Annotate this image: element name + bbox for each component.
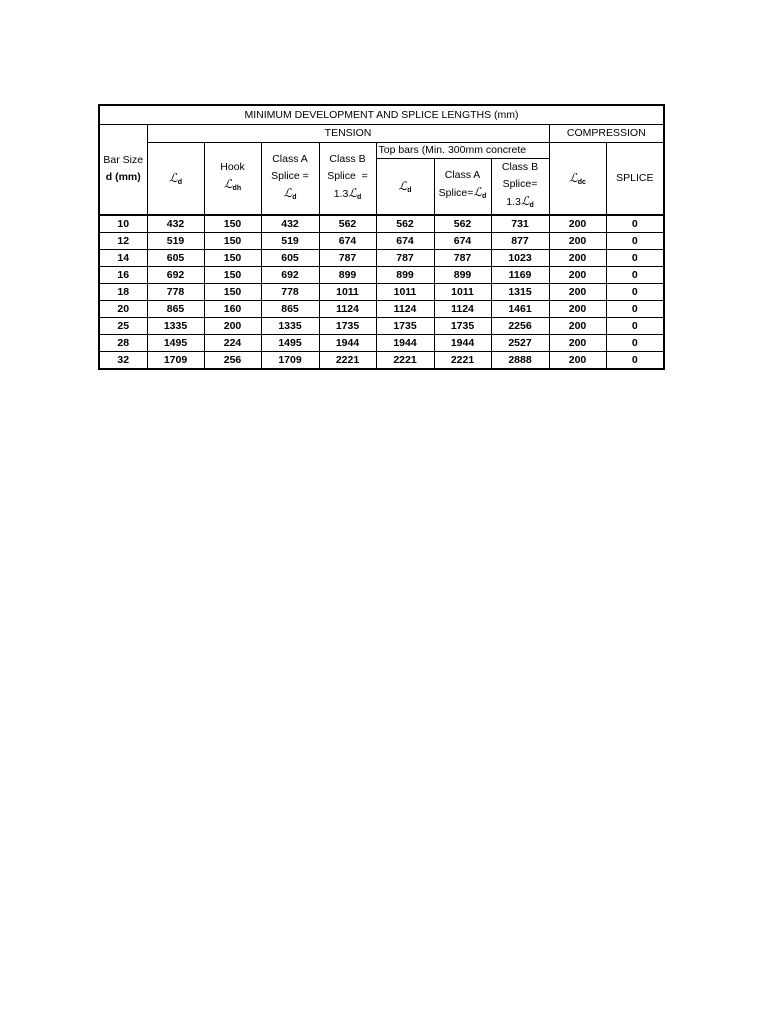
value-cell: 1011: [319, 283, 376, 300]
value-cell: 200: [549, 300, 606, 317]
value-cell: 1461: [491, 300, 549, 317]
value-cell: 0: [606, 283, 664, 300]
value-cell: 1495: [261, 334, 319, 351]
value-cell: 605: [147, 249, 204, 266]
table-row: [99, 283, 664, 300]
value-cell: 1023: [491, 249, 549, 266]
value-cell: 0: [606, 334, 664, 351]
value-cell: 692: [261, 266, 319, 283]
value-cell: 0: [606, 300, 664, 317]
value-cell: 1124: [319, 300, 376, 317]
class-b-splice-header: Class B Splice = 1.3ℒ$_d$: [319, 142, 376, 215]
value-cell: 731: [491, 215, 549, 233]
value-cell: 200: [549, 351, 606, 369]
value-cell: 0: [606, 317, 664, 334]
table-row: [99, 334, 664, 351]
value-cell: 865: [261, 300, 319, 317]
value-cell: 200: [549, 266, 606, 283]
table-body: [99, 215, 664, 369]
splice-header: SPLICE: [606, 142, 664, 215]
table-row: [99, 317, 664, 334]
value-cell: 674: [319, 232, 376, 249]
value-cell: 562: [319, 215, 376, 233]
value-cell: 0: [606, 215, 664, 233]
bar-size-header: Bar Size d (mm): [99, 124, 147, 215]
value-cell: 224: [204, 334, 261, 351]
value-cell: 674: [434, 232, 491, 249]
value-cell: 562: [376, 215, 434, 233]
ld-header: ℒ$_d$: [147, 142, 204, 215]
bar-size-cell: 12: [99, 232, 147, 249]
value-cell: 1944: [434, 334, 491, 351]
bar-size-cell: 14: [99, 249, 147, 266]
value-cell: 1124: [376, 300, 434, 317]
bar-size-cell: 20: [99, 300, 147, 317]
value-cell: 1735: [376, 317, 434, 334]
value-cell: 692: [147, 266, 204, 283]
value-cell: 200: [549, 334, 606, 351]
value-cell: 1709: [261, 351, 319, 369]
value-cell: 899: [434, 266, 491, 283]
value-cell: 2527: [491, 334, 549, 351]
value-cell: 519: [261, 232, 319, 249]
value-cell: 899: [376, 266, 434, 283]
value-cell: 787: [376, 249, 434, 266]
table-row: [99, 266, 664, 283]
value-cell: 1709: [147, 351, 204, 369]
value-cell: 2221: [376, 351, 434, 369]
table-row: [99, 351, 664, 369]
value-cell: 0: [606, 249, 664, 266]
value-cell: 1124: [434, 300, 491, 317]
value-cell: 605: [261, 249, 319, 266]
value-cell: 150: [204, 232, 261, 249]
value-cell: 200: [549, 249, 606, 266]
table-row: [99, 249, 664, 266]
tension-header: TENSION: [147, 124, 549, 142]
value-cell: 200: [204, 317, 261, 334]
bar-size-cell: 10: [99, 215, 147, 233]
ld-symbol: ℒ: [169, 170, 178, 185]
value-cell: 1169: [491, 266, 549, 283]
value-cell: 1495: [147, 334, 204, 351]
value-cell: 2221: [319, 351, 376, 369]
value-cell: 432: [147, 215, 204, 233]
bar-size-cell: 18: [99, 283, 147, 300]
top-ld-header: ℒ$_d$: [376, 158, 434, 215]
value-cell: 1011: [376, 283, 434, 300]
value-cell: 0: [606, 266, 664, 283]
value-cell: 150: [204, 249, 261, 266]
value-cell: 2256: [491, 317, 549, 334]
value-cell: 150: [204, 266, 261, 283]
value-cell: 787: [434, 249, 491, 266]
value-cell: 160: [204, 300, 261, 317]
table-row: [99, 300, 664, 317]
value-cell: 200: [549, 215, 606, 233]
compression-header: COMPRESSION: [549, 124, 664, 142]
value-cell: 1011: [434, 283, 491, 300]
value-cell: 778: [147, 283, 204, 300]
value-cell: 1735: [319, 317, 376, 334]
value-cell: 562: [434, 215, 491, 233]
value-cell: 200: [549, 283, 606, 300]
value-cell: 1944: [376, 334, 434, 351]
ldc-header: ℒ$_{dc}$: [549, 142, 606, 215]
top-class-a-header: Class A Splice=ℒ$_d$: [434, 158, 491, 215]
bar-size-cell: 28: [99, 334, 147, 351]
bar-size-cell: 25: [99, 317, 147, 334]
table-row: [99, 232, 664, 249]
bar-size-cell: 16: [99, 266, 147, 283]
value-cell: 1735: [434, 317, 491, 334]
value-cell: 787: [319, 249, 376, 266]
hook-header: Hook ℒ$_{dh}$: [204, 142, 261, 215]
table-row: [99, 215, 664, 233]
value-cell: 432: [261, 215, 319, 233]
value-cell: 1315: [491, 283, 549, 300]
value-cell: 2888: [491, 351, 549, 369]
value-cell: 0: [606, 232, 664, 249]
value-cell: 1335: [261, 317, 319, 334]
value-cell: 877: [491, 232, 549, 249]
value-cell: 865: [147, 300, 204, 317]
value-cell: 256: [204, 351, 261, 369]
value-cell: 674: [376, 232, 434, 249]
value-cell: 519: [147, 232, 204, 249]
top-bars-header: Top bars (Min. 300mm concrete: [376, 142, 549, 158]
development-length-table: [98, 104, 665, 370]
value-cell: 0: [606, 351, 664, 369]
top-class-b-header: Class B Splice= 1.3ℒ$_d$: [491, 158, 549, 215]
value-cell: 2221: [434, 351, 491, 369]
value-cell: 200: [549, 317, 606, 334]
value-cell: 899: [319, 266, 376, 283]
value-cell: 150: [204, 283, 261, 300]
value-cell: 200: [549, 232, 606, 249]
value-cell: 1944: [319, 334, 376, 351]
value-cell: 778: [261, 283, 319, 300]
value-cell: 150: [204, 215, 261, 233]
class-a-splice-header: Class A Splice = ℒ$_d$: [261, 142, 319, 215]
value-cell: 1335: [147, 317, 204, 334]
table-title: MINIMUM DEVELOPMENT AND SPLICE LENGTHS (mm): [99, 105, 664, 124]
bar-size-cell: 32: [99, 351, 147, 369]
